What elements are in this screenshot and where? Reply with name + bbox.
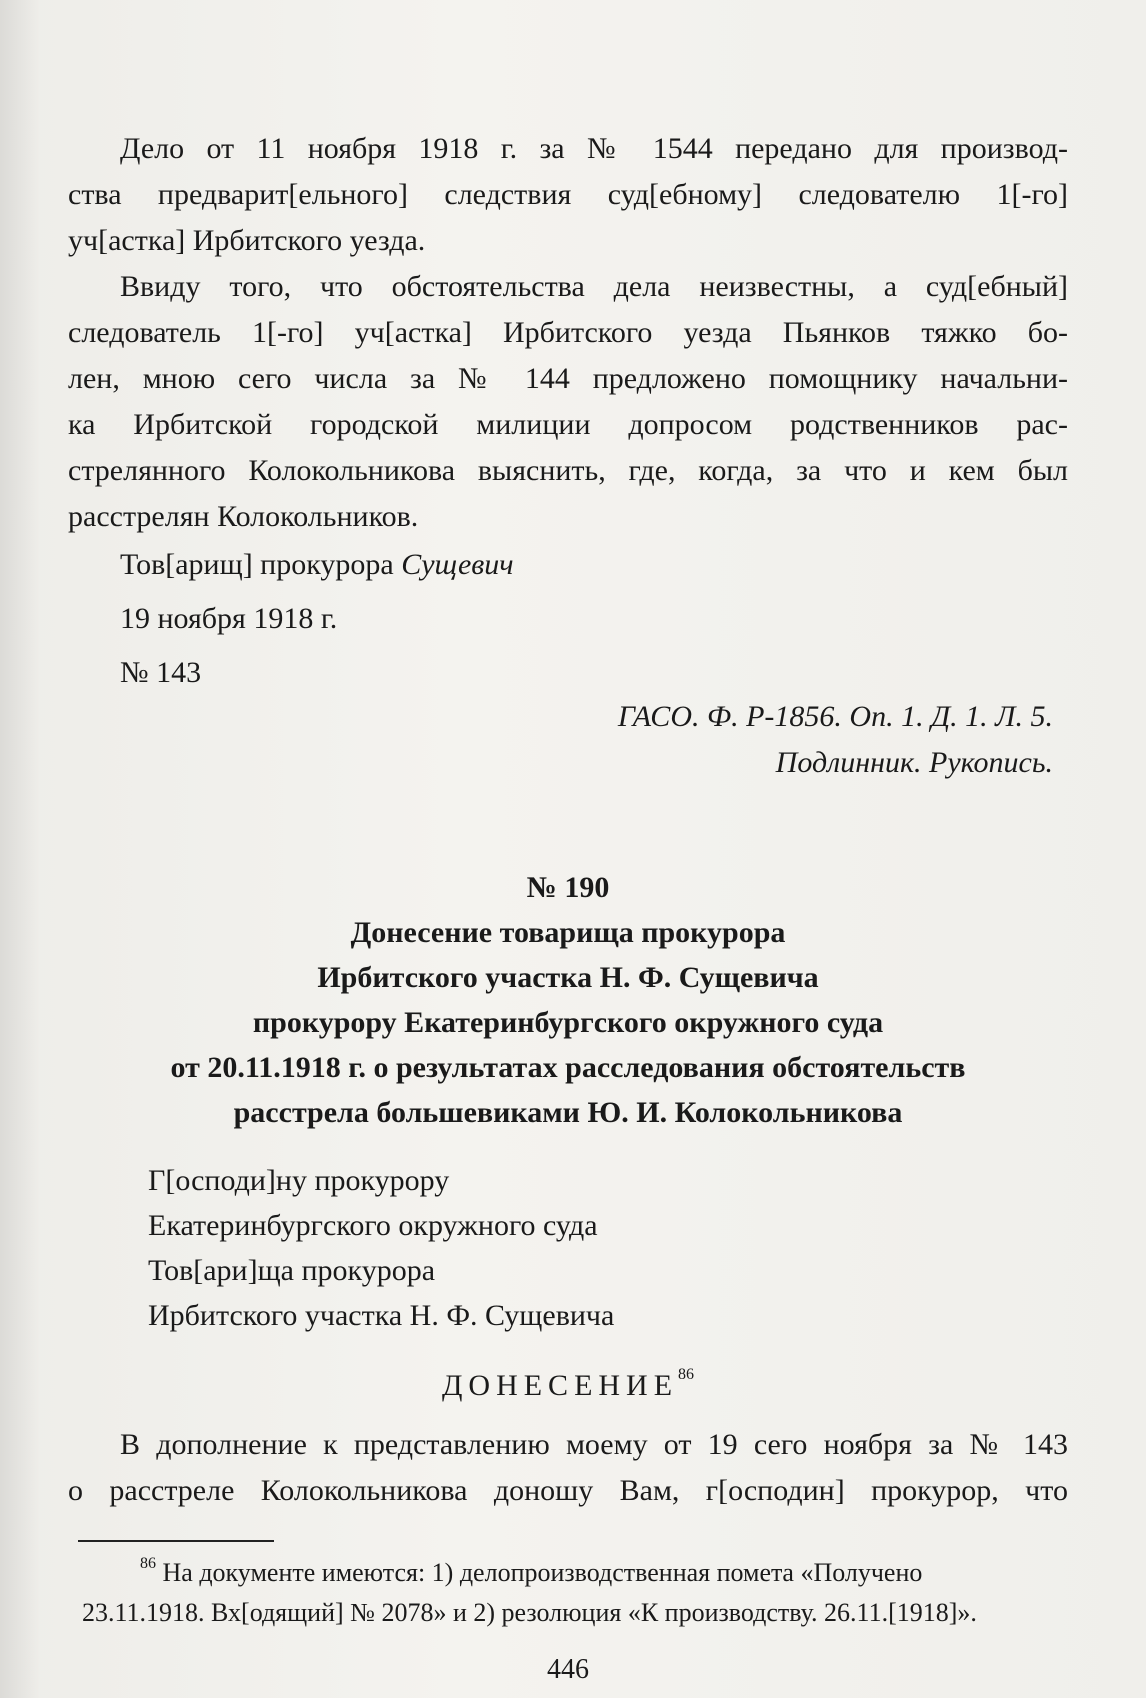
paragraph-2-line-2: следователь 1[-го] уч[астка] Ирбитского уезда Пьянков тяжко бо- bbox=[68, 316, 1068, 349]
paragraph-2-line-5: стрелянного Колокольникова выяснить, где, когда, за что и кем был bbox=[68, 454, 1068, 487]
report-heading bbox=[68, 1366, 1068, 1402]
paragraph-2-line-1: Ввиду того, что обстоятельства дела неизвестны, а суд[ебный] bbox=[120, 270, 1068, 303]
report-heading-title: ДОНЕСЕНИЕ bbox=[441, 1369, 679, 1402]
paragraph-2-line-6: расстрелян Колокольников. bbox=[68, 500, 419, 533]
signature-position: Тов[арищ] прокурора bbox=[120, 548, 402, 581]
address-line-3: Тов[ари]ща прокурора bbox=[148, 1254, 436, 1287]
address-line-4: Ирбитского участка Н. Ф. Сущевича bbox=[148, 1299, 615, 1332]
page-number: 446 bbox=[547, 1654, 589, 1685]
paragraph-1-line-3: уч[астка] Ирбитского уезда. bbox=[68, 224, 426, 257]
paragraph-1-line-1: Дело от 11 ноября 1918 г. за № 1544 передано для производ- bbox=[120, 132, 1068, 165]
footnote-line-1 bbox=[140, 1555, 1068, 1587]
header-title-line-1: Донесение товарища прокурора bbox=[350, 916, 786, 949]
header-title-line-5: расстрела большевиками Ю. И. Колокольникова bbox=[233, 1096, 903, 1129]
paragraph-1-line-2: ства предварит[ельного] следствия суд[ебному] следователю 1[-го] bbox=[68, 178, 1068, 211]
address-line-1: Г[осподи]ну прокурору bbox=[148, 1164, 450, 1197]
footnote-marker: 86 bbox=[140, 1555, 156, 1572]
paragraph-3-line-1: В дополнение к представлению моему от 19 сего ноября за № 143 bbox=[120, 1428, 1068, 1461]
archive-reference: ГАСО. Ф. Р-1856. Оп. 1. Д. 1. Л. 5. bbox=[617, 700, 1053, 733]
page-gutter-shadow bbox=[0, 0, 40, 1698]
archive-type: Подлинник. Рукопись. bbox=[775, 746, 1053, 779]
header-title-line-4: от 20.11.1918 г. о результатах расследования обстоятельств bbox=[170, 1051, 966, 1084]
footnote-reference: 86 bbox=[678, 1366, 695, 1383]
footnote-divider bbox=[78, 1540, 274, 1542]
paragraph-2-line-3: лен, мною сего числа за № 144 предложено помощнику начальни- bbox=[68, 362, 1068, 395]
footnote-text-1: На документе имеются: 1) делопроизводственная пометa «Получено bbox=[156, 1558, 923, 1587]
header-title-line-3: прокурору Екатеринбургского окружного суда bbox=[252, 1006, 884, 1039]
signature-date: 19 ноября 1918 г. bbox=[120, 602, 338, 635]
paragraph-3-line-2: о расстреле Колокольникова доношу Вам, г[осподин] прокурор, что bbox=[68, 1474, 1068, 1507]
paragraph-2-line-4: ка Ирбитской городской милиции допросом родственников рас- bbox=[68, 408, 1068, 441]
footnote-line-2: 23.11.1918. Вх[одящий] № 2078» и 2) резолюция «К производству. 26.11.[1918]». bbox=[82, 1598, 977, 1627]
address-line-2: Екатеринбургского окружного суда bbox=[148, 1209, 598, 1242]
signature-line bbox=[120, 550, 1120, 580]
document-number: № 143 bbox=[120, 656, 202, 689]
header-number: № 190 bbox=[526, 871, 610, 904]
header-title-line-2: Ирбитского участка Н. Ф. Сущевича bbox=[317, 961, 819, 994]
signature-name: Сущевич bbox=[401, 548, 514, 581]
